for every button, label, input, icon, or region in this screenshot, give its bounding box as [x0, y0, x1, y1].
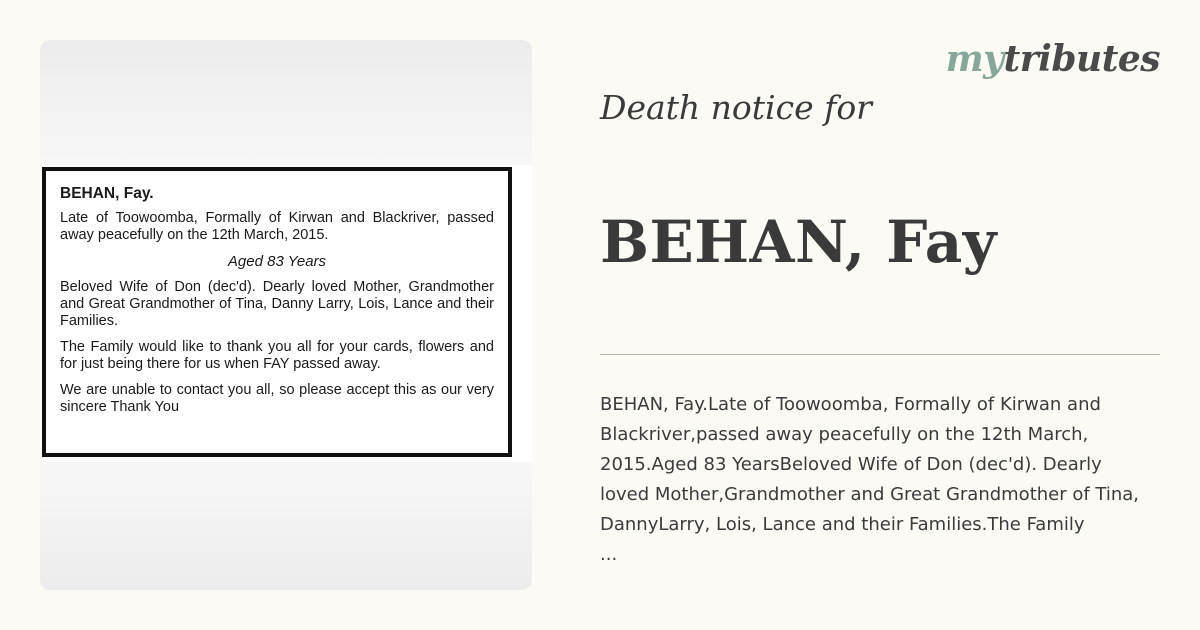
- deceased-name: BEHAN, Fay: [600, 208, 998, 276]
- newspaper-clipping: [40, 165, 532, 462]
- notice-border-box: [42, 167, 512, 457]
- notice-name: BEHAN, Fay.: [60, 185, 154, 202]
- summary-line: 2015.Aged 83 YearsBeloved Wife of Don (dec'd). Dearly: [600, 454, 1102, 475]
- summary-line: BEHAN, Fay.Late of Toowoomba, Formally of Kirwan and: [600, 394, 1101, 415]
- notice-paragraph-closing: We are unable to contact you all, so please accept this as our very sincere Thank You: [60, 382, 494, 415]
- notice-image-panel: [40, 40, 532, 590]
- summary-line: DannyLarry, Lois, Lance and their Families.The Family: [600, 514, 1085, 535]
- mytributes-logo[interactable]: [946, 38, 1160, 80]
- section-divider: [600, 354, 1160, 355]
- logo-tributes-text: tributes: [1003, 38, 1160, 80]
- logo-my-text: my: [945, 38, 1004, 80]
- notice-age: Aged 83 Years: [227, 253, 327, 270]
- notice-paragraph-family: Beloved Wife of Don (dec'd). Dearly loved Mother, Grandmother and Great Grandmother of Tina, Danny Larry, Lois, Lance and their Families.: [60, 279, 494, 329]
- notice-paragraph-thanks: The Family would like to thank you all for your cards, flowers and for just being there for us when FAY passed away.: [60, 339, 494, 372]
- summary-ellipsis: ...: [600, 544, 618, 565]
- notice-paragraph-residence: Late of Toowoomba, Formally of Kirwan and Blackriver, passed away peacefully on the 12th March, 2015.: [60, 210, 494, 243]
- death-notice-label: Death notice for: [600, 88, 872, 127]
- summary-line: loved Mother,Grandmother and Great Grandmother of Tina,: [600, 484, 1140, 505]
- summary-line: Blackriver,passed away peacefully on the 12th March,: [600, 424, 1089, 445]
- notice-summary: [600, 390, 1196, 570]
